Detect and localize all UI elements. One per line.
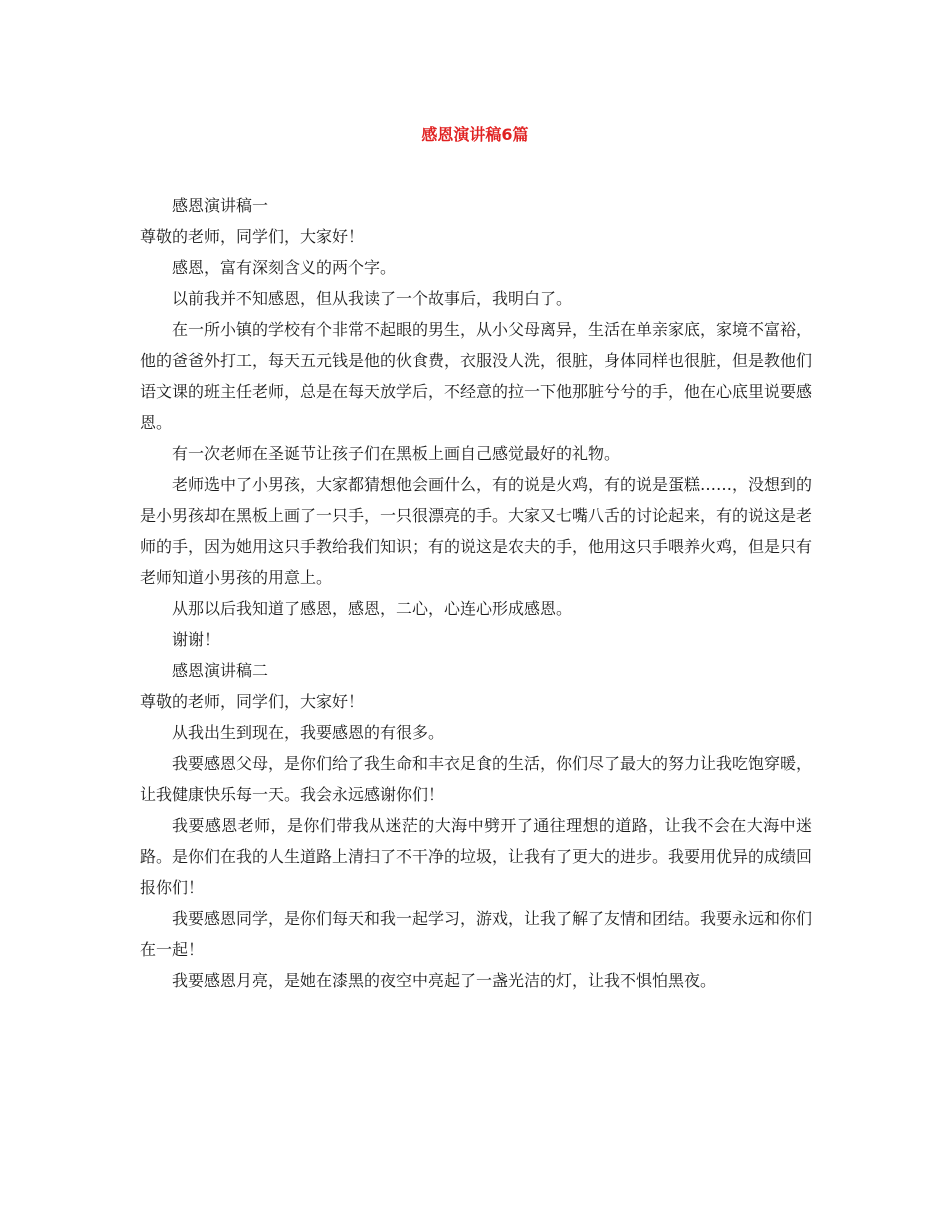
paragraph: 我要感恩老师，是你们带我从迷茫的大海中劈开了通往理想的道路，让我不会在大海中迷路。是你们在我的人生道路上清扫了不干净的垃圾，让我有了更大的进步。我要用优异的成绩回报你们！ [140, 816, 813, 897]
paragraph: 尊敬的老师，同学们，大家好！ [140, 227, 365, 246]
paragraph: 尊敬的老师，同学们，大家好！ [140, 692, 365, 711]
paragraph: 感恩演讲稿一 [172, 196, 269, 215]
paragraph: 在一所小镇的学校有个非常不起眼的男生，从小父母离异，生活在单亲家底，家境不富裕，他的爸爸外打工，每天五元钱是他的伙食费，衣服没人洗，很脏，身体同样也很脏，但是教他们语文课的班主任老师，总是在每天放学后，不经意的拉一下他那脏兮兮的手，他在心底里说要感恩。 [140, 320, 813, 432]
document-title: 感恩演讲稿6篇 [421, 125, 529, 144]
paragraph: 我要感恩月亮，是她在漆黑的夜空中亮起了一盏光洁的灯，让我不惧怕黑夜。 [172, 971, 717, 990]
paragraph: 谢谢！ [172, 630, 221, 649]
paragraph: 我要感恩同学，是你们每天和我一起学习，游戏，让我了解了友情和团结。我要永远和你们在一起！ [140, 909, 813, 959]
document-body [140, 190, 812, 996]
paragraph: 以前我并不知感恩，但从我读了一个故事后，我明白了。 [172, 289, 573, 308]
paragraph: 我要感恩父母，是你们给了我生命和丰衣足食的生活，你们尽了最大的努力让我吃饱穿暖，让我健康快乐每一天。我会永远感谢你们！ [140, 754, 813, 804]
paragraph: 感恩，富有深刻含义的两个字。 [172, 258, 397, 277]
paragraph: 有一次老师在圣诞节让孩子们在黑板上画自己感觉最好的礼物。 [172, 444, 621, 463]
paragraph: 从我出生到现在，我要感恩的有很多。 [172, 723, 445, 742]
paragraph: 感恩演讲稿二 [172, 661, 269, 680]
paragraph: 从那以后我知道了感恩，感恩，二心，心连心形成感恩。 [172, 599, 573, 618]
paragraph: 老师选中了小男孩，大家都猜想他会画什么，有的说是火鸡，有的说是蛋糕……，没想到的是小男孩却在黑板上画了一只手，一只很漂亮的手。大家又七嘴八舌的讨论起来，有的说这是老师的手，因为她用这只手教给我们知识；有的说这是农夫的手，他用这只手喂养火鸡，但是只有老师知道小男孩的用意上。 [140, 475, 813, 587]
